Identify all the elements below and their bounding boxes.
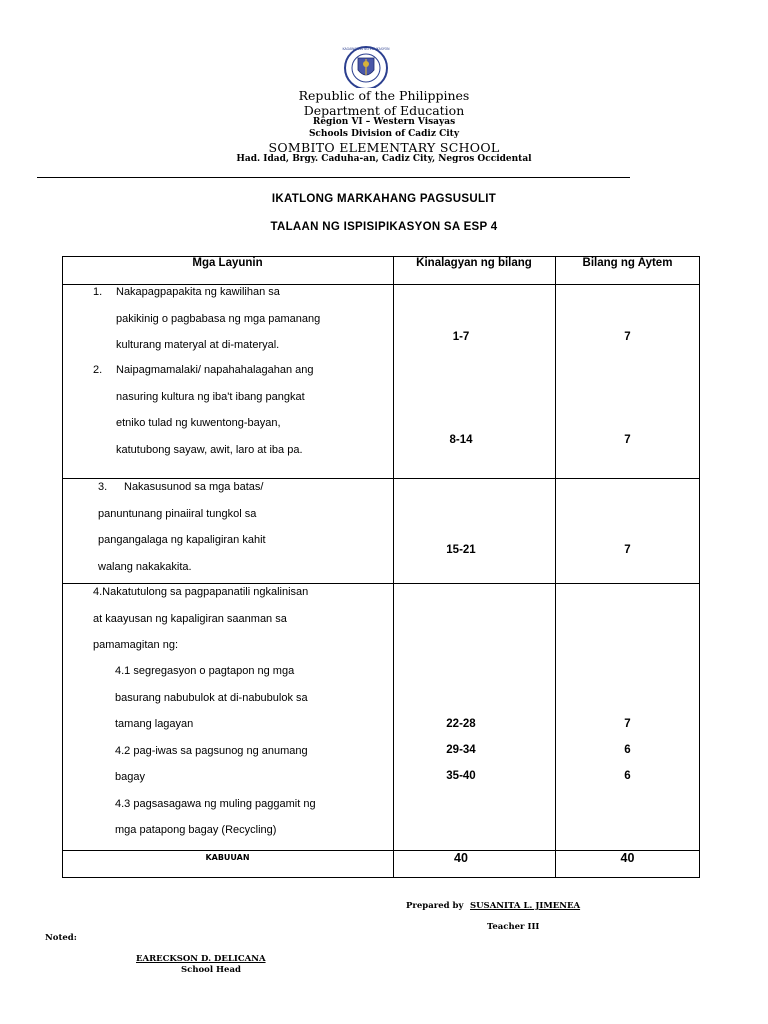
document-subtitle: TALAAN NG ISPISIPIKASYON SA ESP 4	[270, 221, 498, 233]
table-header-objectives: Mga Layunin	[192, 257, 263, 269]
text-line: tamang lagayan	[115, 718, 194, 730]
text-line: etniko tulad ng kuwentong-bayan,	[116, 417, 281, 429]
header-school-name: SOMBITO ELEMENTARY SCHOOL	[268, 140, 500, 155]
header-division: Schools Division of Cadiz City	[308, 129, 460, 139]
text-line: nasuring kultura ng iba't ibang pangkat	[116, 390, 305, 403]
item-range: 8-14	[449, 434, 473, 446]
text-line: basurang nabubulok at di-nabubulok sa	[115, 691, 308, 704]
objective-3-number: 3.	[98, 481, 108, 493]
item-count: 7	[624, 544, 631, 556]
table-column-divider	[393, 256, 394, 878]
deped-seal-icon	[328, 42, 404, 88]
text-line: pamamagitan ng:	[93, 639, 178, 651]
text-line: 4.1 segregasyon o pagtapon ng mga	[115, 665, 295, 677]
objective-3-text	[98, 474, 266, 580]
objective-1-text	[116, 279, 320, 359]
text-line: at kaayusan ng kapaligiran saanman sa	[93, 612, 287, 625]
item-range: 22-28	[446, 718, 476, 730]
text-line: katutubong sayaw, awit, laro at iba pa.	[116, 443, 303, 456]
school-head-title: School Head	[181, 965, 241, 975]
objective-2-text	[116, 357, 314, 463]
item-count: 7	[624, 434, 631, 446]
objective-1-number: 1.	[93, 286, 103, 298]
document-title: IKATLONG MARKAHANG PAGSUSULIT	[271, 193, 497, 205]
text-line: 4.Nakatutulong sa pagpapanatili ngkalinisan	[93, 586, 309, 598]
header-address: Had. Idad, Brgy. Caduha-an, Cadiz City, Negros Occidental	[236, 154, 532, 164]
text-line: 4.3 pagsasagawa ng muling paggamit ng	[115, 797, 316, 810]
total-range: 40	[454, 851, 468, 865]
total-label: KABUUAN	[205, 853, 250, 862]
table-header-item-count: Bilang ng Aytem	[582, 257, 673, 269]
header-divider	[37, 177, 630, 178]
item-range: 29-34	[446, 744, 476, 756]
text-line: panuntunang pinaiiral tungkol sa	[98, 507, 257, 520]
prepared-by-name: SUSANITA L. JIMENEA	[470, 901, 581, 911]
item-count: 6	[624, 744, 631, 756]
seal-ring-text: KAGAWARAN NG EDUKASYON	[342, 47, 390, 51]
text-line: Nakasusunod sa mga batas/	[124, 481, 264, 493]
objective-4-subitems	[115, 658, 316, 844]
prepared-by-label: Prepared by	[406, 901, 464, 911]
text-line: mga patapong bagay (Recycling)	[115, 824, 277, 836]
item-range: 35-40	[446, 770, 476, 782]
objective-2-number: 2.	[93, 364, 103, 376]
item-count: 7	[624, 331, 631, 343]
header-region: Region VI – Western Visayas	[312, 117, 456, 127]
noted-label: Noted:	[45, 933, 77, 943]
table-column-divider	[555, 256, 556, 878]
text-line: kulturang materyal at di-materyal.	[116, 339, 280, 351]
table-header-item-placement: Kinalagyan ng bilang	[416, 257, 532, 269]
text-line: Naipagmamalaki/ napahahalagahan ang	[116, 364, 314, 376]
item-range: 15-21	[446, 544, 476, 556]
header-republic: Republic of the Philippines	[298, 88, 470, 103]
text-line: walang nakakakita.	[98, 560, 192, 573]
item-count: 6	[624, 770, 631, 782]
text-line: Nakapagpapakita ng kawilihan sa	[116, 286, 280, 298]
header-department: Department of Education	[303, 103, 465, 118]
text-line: 4.2 pag-iwas sa pagsunog ng anumang	[115, 744, 308, 757]
item-range: 1-7	[452, 331, 470, 343]
item-count: 7	[624, 718, 631, 730]
objective-4-text	[93, 579, 308, 659]
text-line: bagay	[115, 771, 145, 783]
total-items: 40	[620, 851, 635, 865]
text-line: pakikinig o pagbabasa ng mga pamanang	[116, 312, 321, 325]
prepared-by-title: Teacher III	[487, 922, 540, 932]
text-line: pangangalaga ng kapaligiran kahit	[98, 534, 266, 546]
school-head-name: EARECKSON D. DELICANA	[136, 954, 266, 964]
